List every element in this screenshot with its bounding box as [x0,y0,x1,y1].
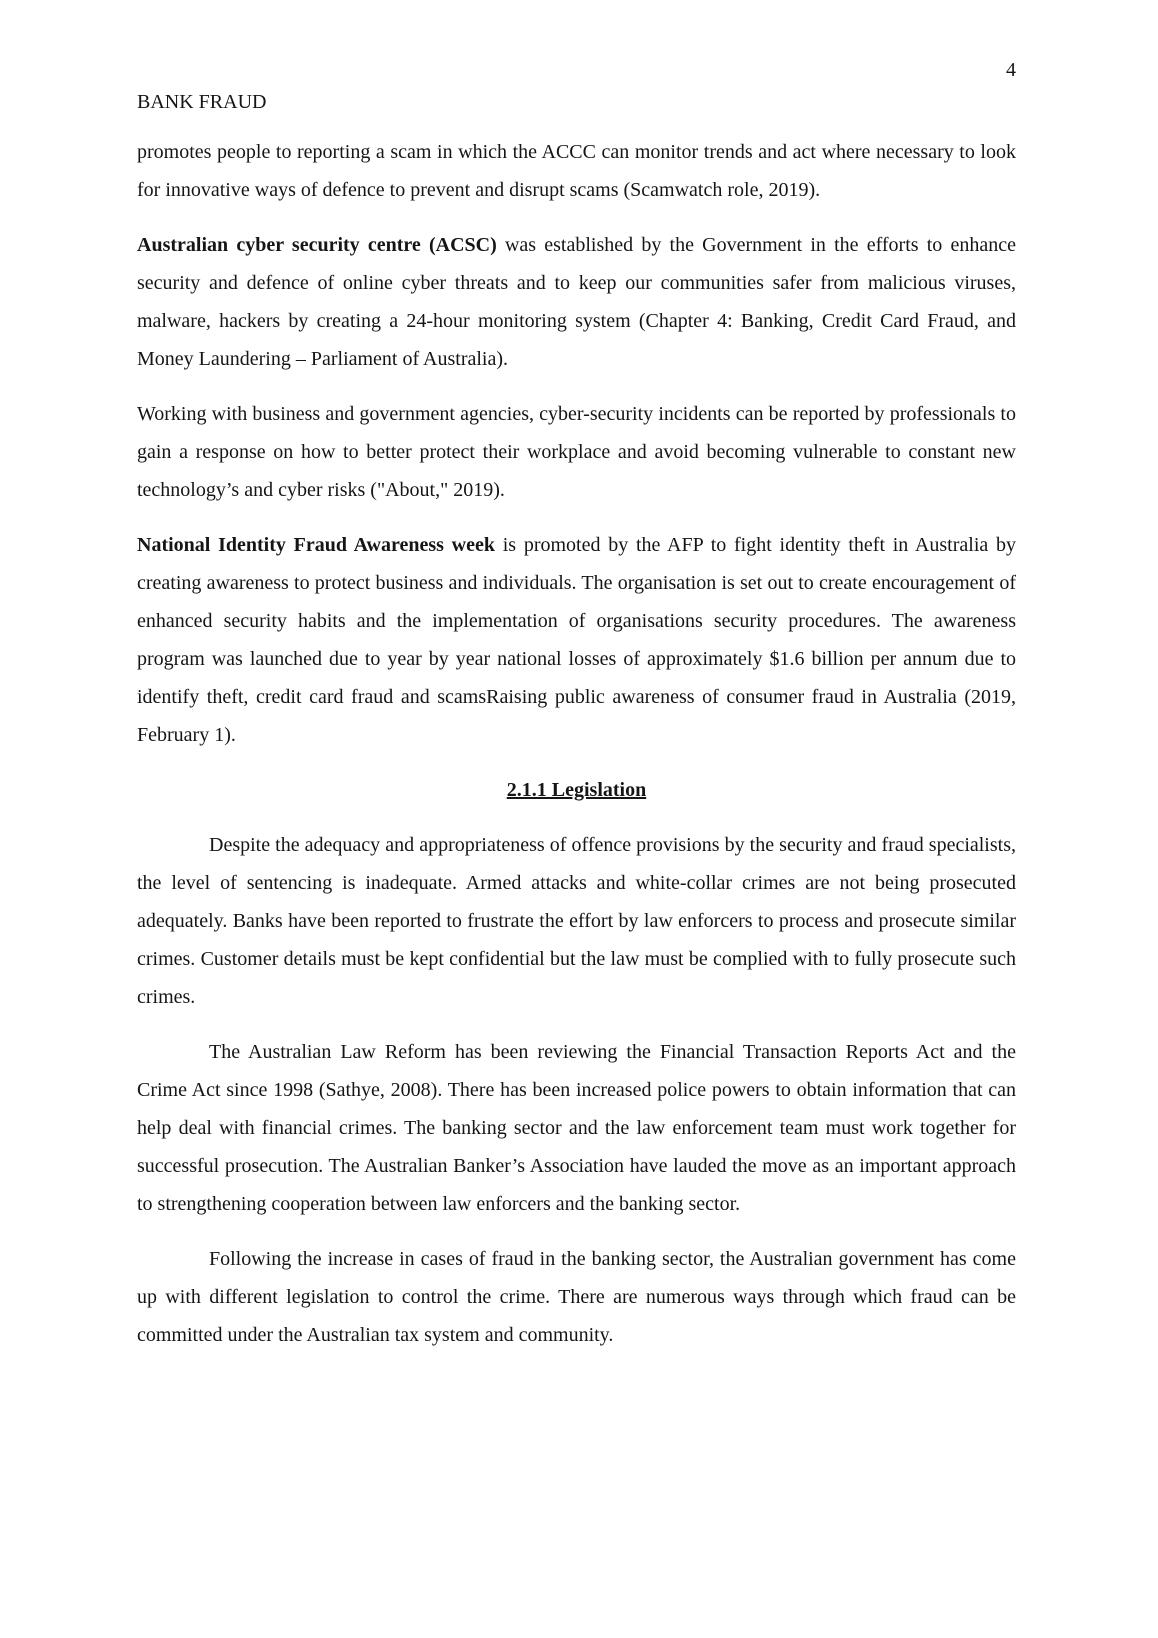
body-paragraph [137,526,1016,754]
body-paragraph [137,226,1016,378]
body-paragraph [137,1240,1016,1354]
paragraph-text: promotes people to reporting a scam in which the ACCC can monitor trends and act where necessary to look for innovative ways of defence to prevent and disrupt scams (Scamwatch role, 2019). [137,141,1016,201]
running-head: BANK FRAUD [137,91,267,113]
page-number: 4 [1006,59,1016,81]
paragraph-text: was established by the Government in the efforts to enhance security and defence of online cyber threats and to keep our communities safer from malicious viruses, malware, hackers by creating a 24-hour monitoring system (Chapter 4: Banking, Credit Card Fraud, and Money Laundering – Parliament of Australia). [137,234,1016,370]
section-heading-text: 2.1.1 Legislation [506,779,647,801]
body-paragraph [137,395,1016,509]
document-body [137,133,1016,1354]
paragraph-text: Working with business and government agencies, cyber-security incidents can be reported by professionals to gain a response on how to better protect their workplace and avoid becoming vulnerable to constant new technology’s and cyber risks ("About," 2019). [137,403,1016,501]
paragraph-text: Despite the adequacy and appropriateness of offence provisions by the security and fraud specialists, the level of sentencing is inadequate. Armed attacks and white-collar crimes are not being prosecuted adequately. Banks have been reported to frustrate the effort by law enforcers to process and prosecute similar crimes. Customer details must be kept confidential but the law must be complied with to fully prosecute such crimes. [137,834,1016,1008]
paragraph-text: The Australian Law Reform has been reviewing the Financial Transaction Reports Act and the Crime Act since 1998 (Sathye, 2008). There has been increased police powers to obtain information that can help deal with financial crimes. The banking sector and the law enforcement team must work together for successful prosecution. The Australian Banker’s Association have lauded the move as an important approach to strengthening cooperation between law enforcers and the banking sector. [137,1041,1016,1215]
paragraph-bold-lead: National Identity Fraud Awareness week [137,534,495,556]
paragraph-bold-lead: Australian cyber security centre (ACSC) [137,234,497,256]
body-paragraph [137,826,1016,1016]
body-paragraph [137,133,1016,209]
body-paragraph [137,1033,1016,1223]
paragraph-text: Following the increase in cases of fraud in the banking sector, the Australian government has come up with different legislation to control the crime. There are numerous ways through which fraud can be committed under the Australian tax system and community. [137,1248,1016,1346]
paragraph-text: is promoted by the AFP to fight identity theft in Australia by creating awareness to protect business and individuals. The organisation is set out to create encouragement of enhanced security habits and the implementation of organisations security procedures. The awareness program was launched due to year by year national losses of approximately $1.6 billion per annum due to identify theft, credit card fraud and scamsRaising public awareness of consumer fraud in Australia (2019, February 1). [137,534,1016,746]
section-heading [137,771,1016,809]
